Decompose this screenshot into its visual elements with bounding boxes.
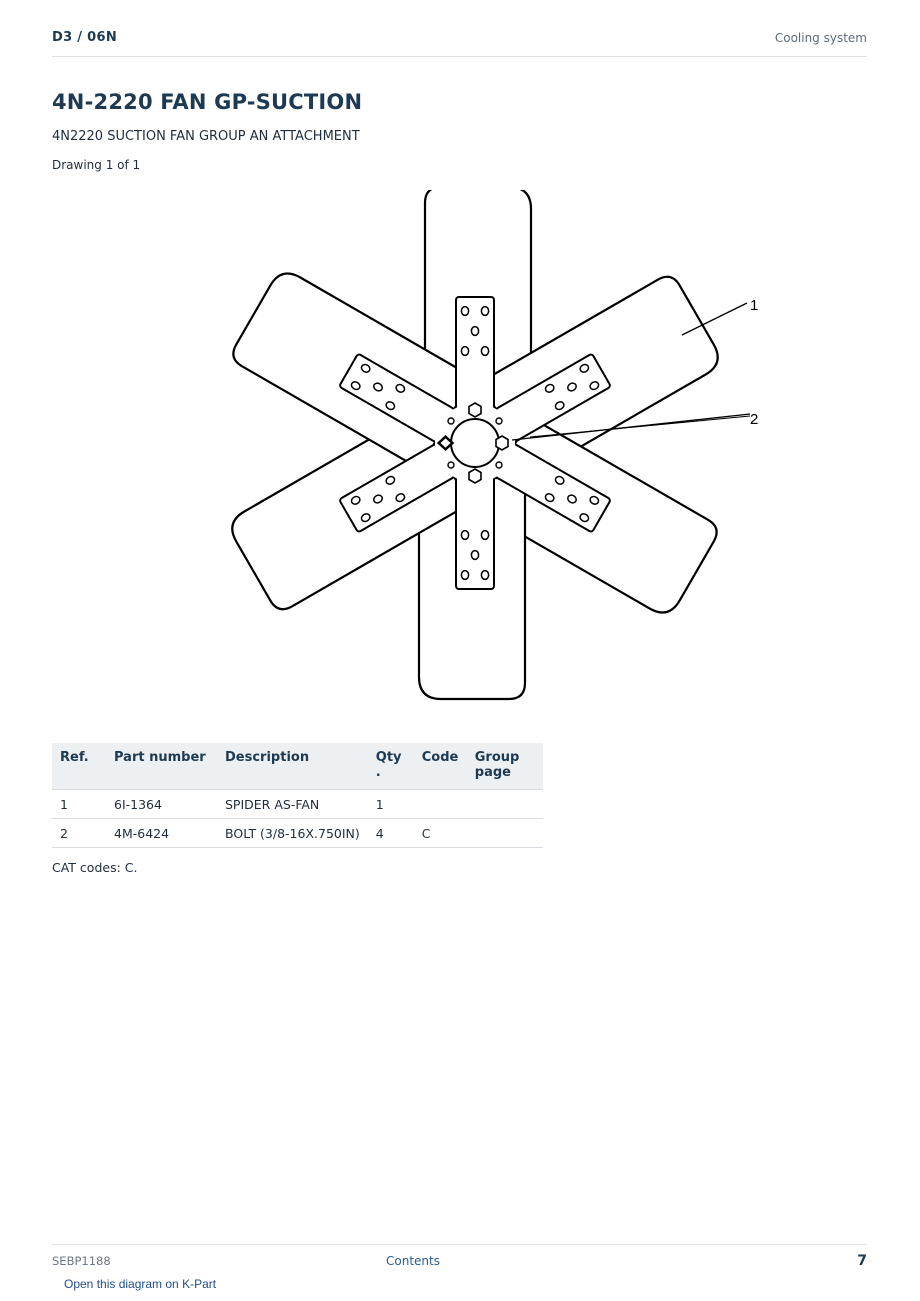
kpart-link[interactable]: Open this diagram on K-Part	[64, 1277, 217, 1291]
breadcrumb: D3 / 06N	[52, 30, 118, 45]
cell-ref: 2	[52, 819, 106, 848]
table-header-row	[52, 743, 543, 790]
column-header-ref: Ref.	[52, 743, 106, 790]
drawing-count: Drawing 1 of 1	[52, 158, 141, 172]
page-header	[52, 28, 867, 57]
cell-description: SPIDER AS-FAN	[217, 790, 368, 819]
cell-qty: 4	[368, 819, 414, 848]
cell-part-number[interactable]: 4M-6424	[106, 819, 217, 848]
callout-label: 1	[750, 297, 759, 314]
document-id: SEBP1188	[52, 1254, 111, 1268]
cell-ref: 1	[52, 790, 106, 819]
page	[52, 0, 867, 1300]
column-header-qty: Qty .	[368, 743, 414, 790]
fan-diagram[interactable]	[192, 190, 792, 710]
contents-link[interactable]: Contents	[386, 1254, 440, 1268]
section-name: Cooling system	[774, 31, 867, 45]
cell-code	[414, 790, 467, 819]
parts-table	[52, 743, 543, 848]
column-header-part-number: Part number	[106, 743, 217, 790]
table-row	[52, 819, 543, 848]
page-subtitle: 4N2220 SUCTION FAN GROUP AN ATTACHMENT	[52, 129, 360, 144]
table-row	[52, 790, 543, 819]
cell-group-page	[467, 819, 543, 848]
cat-codes-note: CAT codes: C.	[52, 860, 138, 875]
column-header-description: Description	[217, 743, 368, 790]
page-number: 7	[857, 1253, 867, 1269]
page-title: 4N-2220 FAN GP-SUCTION	[52, 90, 363, 114]
cell-code: C	[414, 819, 467, 848]
column-header-code: Code	[414, 743, 467, 790]
column-header-group-page: Group page	[467, 743, 543, 790]
callout-label: 2	[750, 411, 759, 428]
center-bore	[451, 419, 499, 467]
cell-qty: 1	[368, 790, 414, 819]
page-footer	[52, 1244, 867, 1301]
cell-group-page	[467, 790, 543, 819]
cell-part-number[interactable]: 6I-1364	[106, 790, 217, 819]
cell-description: BOLT (3/8-16X.750IN)	[217, 819, 368, 848]
